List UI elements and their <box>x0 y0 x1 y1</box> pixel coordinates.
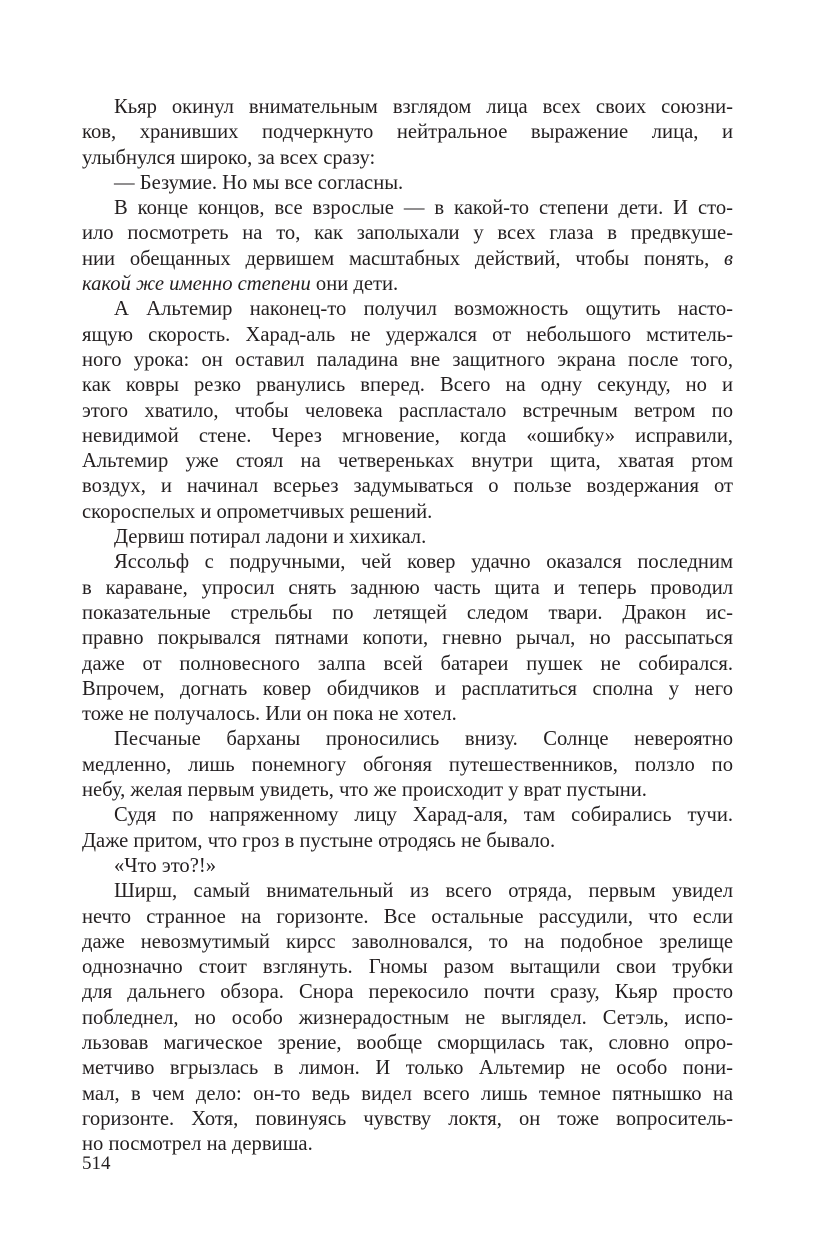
paragraph <box>82 854 733 879</box>
text-line: Кьяр окинул внимательным взглядом лица всех своих союзни- <box>114 96 733 118</box>
text-line: скороспелых и опрометчивых решений. <box>82 500 433 523</box>
italic-text: какой же именно степени <box>82 273 311 296</box>
text-line: но посмотрел на дервиша. <box>82 1133 313 1156</box>
text-line: невидимой стене. Через мгновение, когда «ошибку» исправили, <box>82 424 733 447</box>
text-line: — Безумие. Но мы все согласны. <box>114 171 404 194</box>
text-line: однозначно стоит взглянуть. Гномы разом вытащили свои трубки <box>82 956 733 979</box>
paragraph <box>82 196 733 297</box>
text-line: небу, желая первым увидеть, что же происходит у врат пустыни. <box>82 779 647 802</box>
text-line: Впрочем, догнать ковер обидчиков и расплатиться сполна у него <box>82 677 733 700</box>
text-line: Ширш, самый внимательный из всего отряда, первым увидел <box>114 880 733 903</box>
text-line: А Альтемир наконец-то получил возможность ощутить насто- <box>114 298 733 321</box>
paragraph <box>82 727 733 803</box>
text-line: льзовав магическое зрение, вообще сморщилась так, словно опро- <box>82 1031 733 1054</box>
text-line: какой же именно степени они дети. <box>82 273 399 296</box>
text-line: Яссольф с подручными, чей ковер удачно оказался последним <box>114 551 733 574</box>
paragraph <box>82 525 733 550</box>
text-line: Дервиш потирал ладони и хихикал. <box>114 526 427 549</box>
book-page-text <box>82 95 733 1157</box>
text-line: В конце концов, все взрослые — в какой-то степени дети. И сто- <box>114 197 733 220</box>
paragraph <box>82 297 733 525</box>
text-line: воздух, и начинал всерьез задумываться о пользе воздержания от <box>82 475 733 498</box>
text-line: даже от полновесного залпа всей батареи пушек не собирался. <box>82 652 733 675</box>
text-line: Песчаные барханы проносились внизу. Солнце невероятно <box>114 728 733 751</box>
page-number: 514 <box>82 1153 111 1174</box>
text-line: этого хватило, чтобы человека распластало встречным ветром по <box>82 399 733 422</box>
text-line: правно покрывался пятнами копоти, гневно рычал, но рассыпаться <box>82 627 733 650</box>
paragraph <box>82 171 733 196</box>
paragraph <box>82 879 733 1157</box>
text-line: ного урока: он оставил паладина вне защитного экрана после того, <box>82 348 733 371</box>
text-line: медленно, лишь понемногу обгоняя путешественников, ползло по <box>82 753 733 776</box>
paragraph <box>82 95 733 171</box>
text-line: нечто странное на горизонте. Все остальные рассудили, что если <box>82 905 733 928</box>
paragraph <box>82 550 733 727</box>
text-line: как ковры резко рванулись вперед. Всего на одну секунду, но и <box>82 374 733 397</box>
text-line: ило посмотреть на то, как заполыхали у всех глаза в предвкуше- <box>82 222 733 245</box>
text-line: горизонте. Хотя, повинуясь чувству локтя, он тоже вопроситель- <box>82 1107 733 1130</box>
text-line: Даже притом, что гроз в пустыне отродясь не бывало. <box>82 829 556 852</box>
text-line: метчиво вгрызлась в лимон. И только Альтемир не особо пони- <box>82 1057 733 1080</box>
text-line: Альтемир уже стоял на четвереньках внутри щита, хватая ртом <box>82 450 733 473</box>
text-line: улыбнулся широко, за всех сразу: <box>82 146 376 169</box>
text-line: мал, в чем дело: он-то ведь видел всего лишь темное пятнышко на <box>82 1082 733 1105</box>
text-line: Судя по напряженному лицу Харад-аля, там собирались тучи. <box>114 804 733 827</box>
text-line: показательные стрельбы по летящей следом твари. Дракон ис- <box>82 601 733 624</box>
text-line: даже невозмутимый кирсс заволновался, то на подобное зрелище <box>82 930 733 953</box>
text-line: для дальнего обзора. Снора перекосило почти сразу, Кьяр просто <box>82 981 733 1004</box>
text-line: в караване, упросил снять заднюю часть щита и теперь проводил <box>82 576 733 599</box>
text-line: побледнел, но особо жизнерадостным не выглядел. Сетэль, испо- <box>82 1006 733 1029</box>
italic-text: в <box>724 247 733 270</box>
text-line: тоже не получалось. Или он пока не хотел. <box>82 703 457 726</box>
text-line: нии обещанных дервишем масштабных действий, чтобы понять, в <box>82 247 733 270</box>
text-line: ков, хранивших подчеркнуто нейтральное выражение лица, и <box>82 121 733 144</box>
text-line: «Что это?!» <box>114 854 217 877</box>
paragraph <box>82 803 733 854</box>
text-line: ящую скорость. Харад-аль не удержался от небольшого мститель- <box>82 323 733 346</box>
